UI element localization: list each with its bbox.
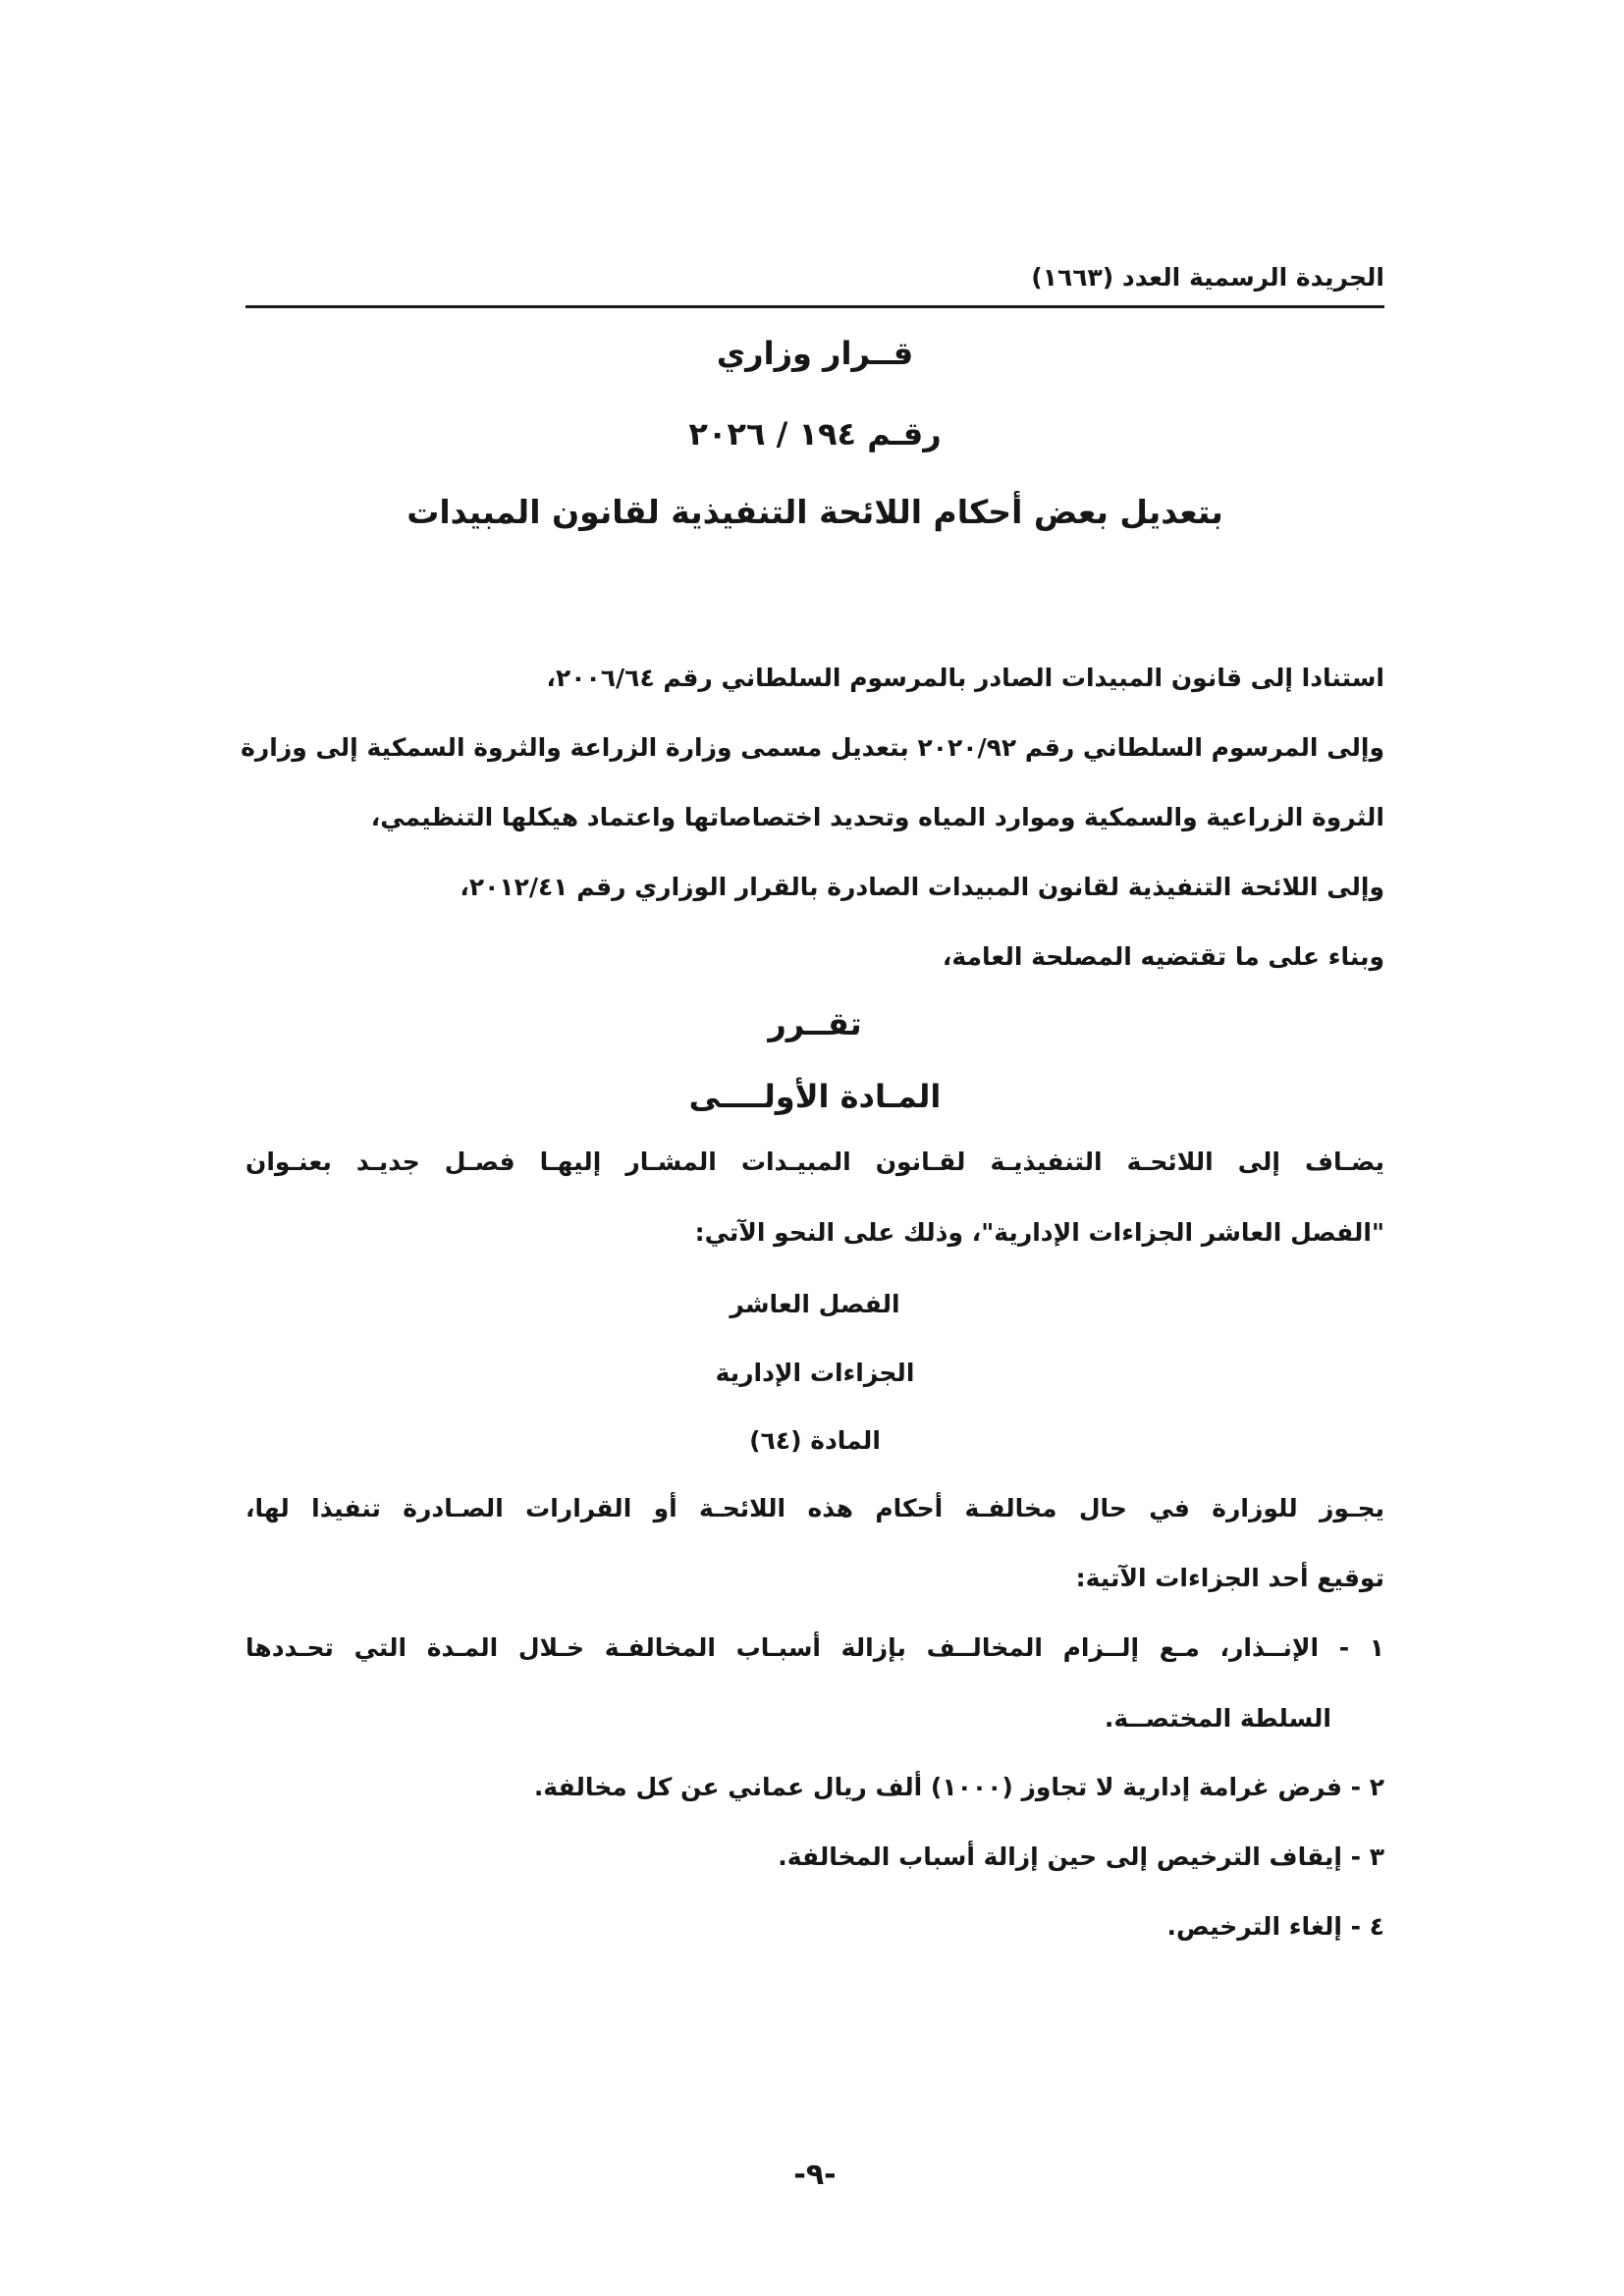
chapter-title: الفصل العاشر [730,1290,900,1318]
article-64-heading: المادة (٦٤) [749,1426,881,1455]
article-one-line-1: يضـاف إلى اللائحـة التنفيذيـة لقـانون المبيـدات المشـار إليهـا فصـل جديـد بعنـوان [245,1148,1384,1176]
page-number: -٩- [793,2158,837,2192]
gazette-page [241,0,1384,2296]
header-rule [245,305,1384,308]
running-header: الجريدة الرسمية العدد (١٦٦٣) [1031,263,1384,292]
penalty-item-3: ٣ - إيقاف الترخيص إلى حين إزالة أسباب المخالفة. [778,1842,1384,1871]
decides-heading: تقــرر [768,1005,862,1042]
preamble-line-4: وإلى اللائحة التنفيذية لقانون المبيدات الصادرة بالقرار الوزاري رقم ٢٠١٢/٤١، [460,873,1384,901]
decision-subject: بتعديل بعض أحكام اللائحة التنفيذية لقانون المبيدات [406,493,1223,531]
article-64-line-1: يجـوز للوزارة في حال مخالفـة أحكام هذه اللائحـة أو القرارات الصـادرة تنفيذا لها، [245,1494,1384,1522]
chapter-subtitle: الجزاءات الإدارية [715,1359,915,1387]
article-one-heading: المـادة الأولــــى [688,1078,942,1115]
decision-type: قــرار وزاري [716,335,914,372]
decision-number: رقـم ١٩٤ / ٢٠٢٦ [688,415,942,453]
penalty-item-2: ٢ - فرض غرامة إدارية لا تجاوز (١٠٠٠) ألف ريال عماني عن كل مخالفة. [533,1773,1384,1801]
preamble-line-2: وإلى المرسوم السلطاني رقم ٢٠٢٠/٩٢ بتعديل مسمى وزارة الزراعة والثروة السمكية إلى وزارة [241,733,1384,762]
preamble-line-1: استنادا إلى قانون المبيدات الصادر بالمرسوم السلطاني رقم ٢٠٠٦/٦٤، [546,664,1384,692]
penalty-item-1: ١ - الإنــذار، مـع إلــزام المخالــف بإزالة أسبـاب المخالفـة خـلال المـدة التي تحـددها [245,1633,1384,1662]
preamble-line-5: وبناء على ما تقتضيه المصلحة العامة، [942,942,1384,971]
penalty-item-4: ٤ - إلغاء الترخيص. [1166,1912,1384,1941]
article-one-line-2: "الفصل العاشر الجزاءات الإدارية"، وذلك على النحو الآتي: [694,1218,1384,1247]
penalty-item-1-continued: السلطة المختصــة. [1104,1704,1331,1733]
preamble-line-3: الثروة الزراعية والسمكية وموارد المياه وتحديد اختصاصاتها واعتماد هيكلها التنظيمي، [370,803,1384,831]
article-64-line-2: توقيع أحد الجزاءات الآتية: [1075,1564,1384,1592]
